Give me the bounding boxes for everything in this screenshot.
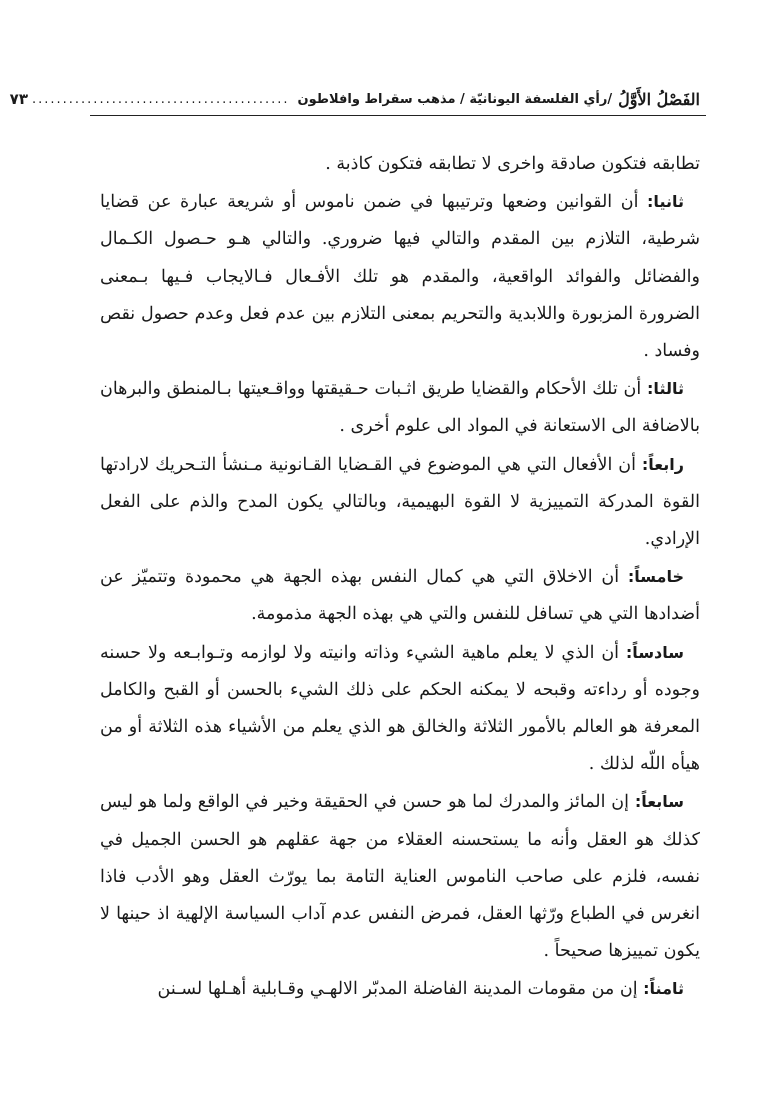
header-rule <box>90 115 706 116</box>
paragraph-lead: ثانيا: <box>647 192 684 212</box>
paragraph-lead: سادساً: <box>625 642 684 662</box>
paragraph-lead: ثامناً: <box>643 979 684 999</box>
paragraph-continuation <box>100 146 700 183</box>
paragraph-text: أن الأفعال التي هي الموضوع في القـضايا القـانونية مـنشأ التـحريك لارادتها القوة المدركة التمييزية لا القوة البهيمية، وبالتالي يكون المدح والذم على الفعل الإرادي. <box>100 454 700 550</box>
paragraph-text: أن الذي لا يعلم ماهية الشيء وذاته وانيته ولا لوازمه وتـوابـعه ولا حسنه وجوده أو رداءته وقبحه لا يمكنه الحكم على ذلك الشيء بالحسن أو القبح والكامل المعرفة هو العالم بالأمور الثلاثة والخالق هو الذي يعلم من الأشياء هذه الثلاثة أو من هيأه اللّه لذلك . <box>100 642 700 775</box>
paragraph-sixth <box>100 634 700 784</box>
running-title: /رأي الفلسفة اليونانيّة / مذهب سقراط وافلاطون <box>297 91 613 107</box>
paragraph-text: أن الاخلاق التي هي كمال النفس بهذه الجهة هي محمودة وتتميّز عن أضدادها التي هي تسافل للنفس والتي هي بهذه الجهة مذمومة. <box>100 567 700 625</box>
paragraph-text: إن المائز والمدرك لما هو حسن في الحقيقة وخير في الواقع ولما هو ليس كذلك هو العقل وأنه ما يستحسنه العقلاء من جهة عقلهم هو الحسن الجميل في نفسه، فلزم على صاحب الناموس العناية التامة بما يورّث العقل وهو الأدب فاذا انغرس في الطباع ورّثها العقل، فمرض النفس عدم آداب السياسة الإلهية اذ حينها لا يكون تمييزها صحيحاً . <box>100 792 700 962</box>
paragraph-lead: خامساً: <box>627 567 684 587</box>
paragraph-lead: سابعاً: <box>634 792 684 812</box>
paragraph-eighth <box>100 970 700 1008</box>
page-number: ٧٣ <box>9 90 28 108</box>
body-text <box>100 146 700 1009</box>
paragraph-text: أن تلك الأحكام والقضايا طريق اثـبات حـقيقتها وواقـعيتها بـالمنطق والبرهان بالاضافة الى الاستعانة في المواد الى علوم أخرى . <box>100 379 700 437</box>
paragraph-text: تطابقه فتكون صادقة واخرى لا تطابقه فتكون كاذبة . <box>325 154 700 174</box>
dot-leader: .......................................... <box>31 91 290 107</box>
chapter-label: الفَصْلُ الأَوَّلُ <box>618 89 700 109</box>
paragraph-seventh <box>100 783 700 970</box>
paragraph-text: إن من مقومات المدينة الفاضلة المدبّر الالهـي وقـابلية أهـلها لسـنن <box>157 979 644 1000</box>
running-header <box>9 86 700 112</box>
paragraph-lead: رابعاً: <box>641 454 684 474</box>
paragraph-third <box>100 370 700 445</box>
paragraph-text: أن القوانين وضعها وترتيبها في ضمن ناموس أو شريعة عبارة عن قضايا شرطية، التلازم بين المقدم والتالي فيها ضروري. والتالي هـو حـصول الكـمال والفضائل والفوائد الواقعية، والمقدم هو تلك الأفـعال فـالايجاب فـيها بـمعنى الضرورة المزبورة واللابدية والتحريم بمعنى التلازم بين عدم فعل وعدم حصول نقص وفساد . <box>100 192 700 362</box>
paragraph-fourth <box>100 446 700 559</box>
paragraph-fifth <box>100 558 700 633</box>
paragraph-second <box>100 183 700 370</box>
paragraph-lead: ثالثا: <box>647 379 684 399</box>
